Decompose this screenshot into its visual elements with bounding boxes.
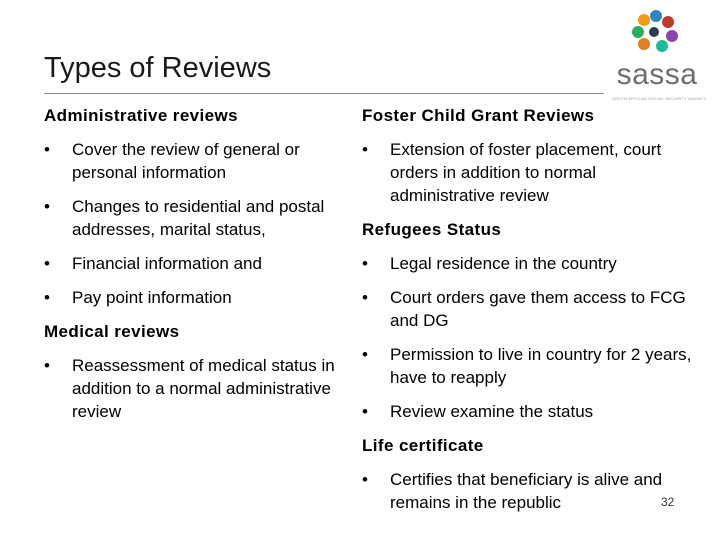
list-item: • Permission to live in country for 2 years, have to reapply xyxy=(362,345,692,387)
bullet-icon: • xyxy=(362,254,368,273)
list-item: • Certifies that beneficiary is alive and remains in the republic xyxy=(362,470,663,512)
list-item: • Changes to residential and postal addresses, marital status, xyxy=(44,197,325,239)
page-number: 32 xyxy=(661,495,675,509)
right-column xyxy=(362,104,692,525)
bullet-icon: • xyxy=(44,254,50,273)
bullet-icon: • xyxy=(362,402,368,421)
list-item: • Review examine the status xyxy=(362,402,594,421)
bullet-icon: • xyxy=(44,197,50,216)
page-title: Types of Reviews xyxy=(44,52,272,84)
bullet-icon: • xyxy=(362,140,368,159)
list-item: • Legal residence in the country xyxy=(362,254,617,273)
list-item: • Court orders gave them access to FCG and DG xyxy=(362,288,686,330)
section-heading: Life certificate xyxy=(362,436,484,455)
bullet-icon: • xyxy=(362,288,368,307)
list-item: • Financial information and xyxy=(44,254,262,273)
section-heading: Refugees Status xyxy=(362,220,502,239)
logo-wordmark: sassa xyxy=(616,58,698,91)
list-item: • Cover the review of general or personal information xyxy=(44,140,300,182)
section-heading: Administrative reviews xyxy=(44,106,238,125)
list-item: • Reassessment of medical status in addition to a normal administrative review xyxy=(44,356,335,421)
logo-tagline: SOUTH AFRICAN SOCIAL SECURITY AGENCY xyxy=(611,96,707,101)
title-divider xyxy=(44,93,604,94)
section-heading: Medical reviews xyxy=(44,322,180,341)
bullet-icon: • xyxy=(362,470,368,489)
bullet-icon: • xyxy=(362,345,368,364)
bullet-icon: • xyxy=(44,288,50,307)
bullet-icon: • xyxy=(44,140,50,159)
list-item: • Extension of foster placement, court orders in addition to normal administrative review xyxy=(362,140,662,205)
left-column xyxy=(44,104,344,434)
list-item: • Pay point information xyxy=(44,288,232,307)
section-heading: Foster Child Grant Reviews xyxy=(362,106,595,125)
bullet-icon: • xyxy=(44,356,50,375)
